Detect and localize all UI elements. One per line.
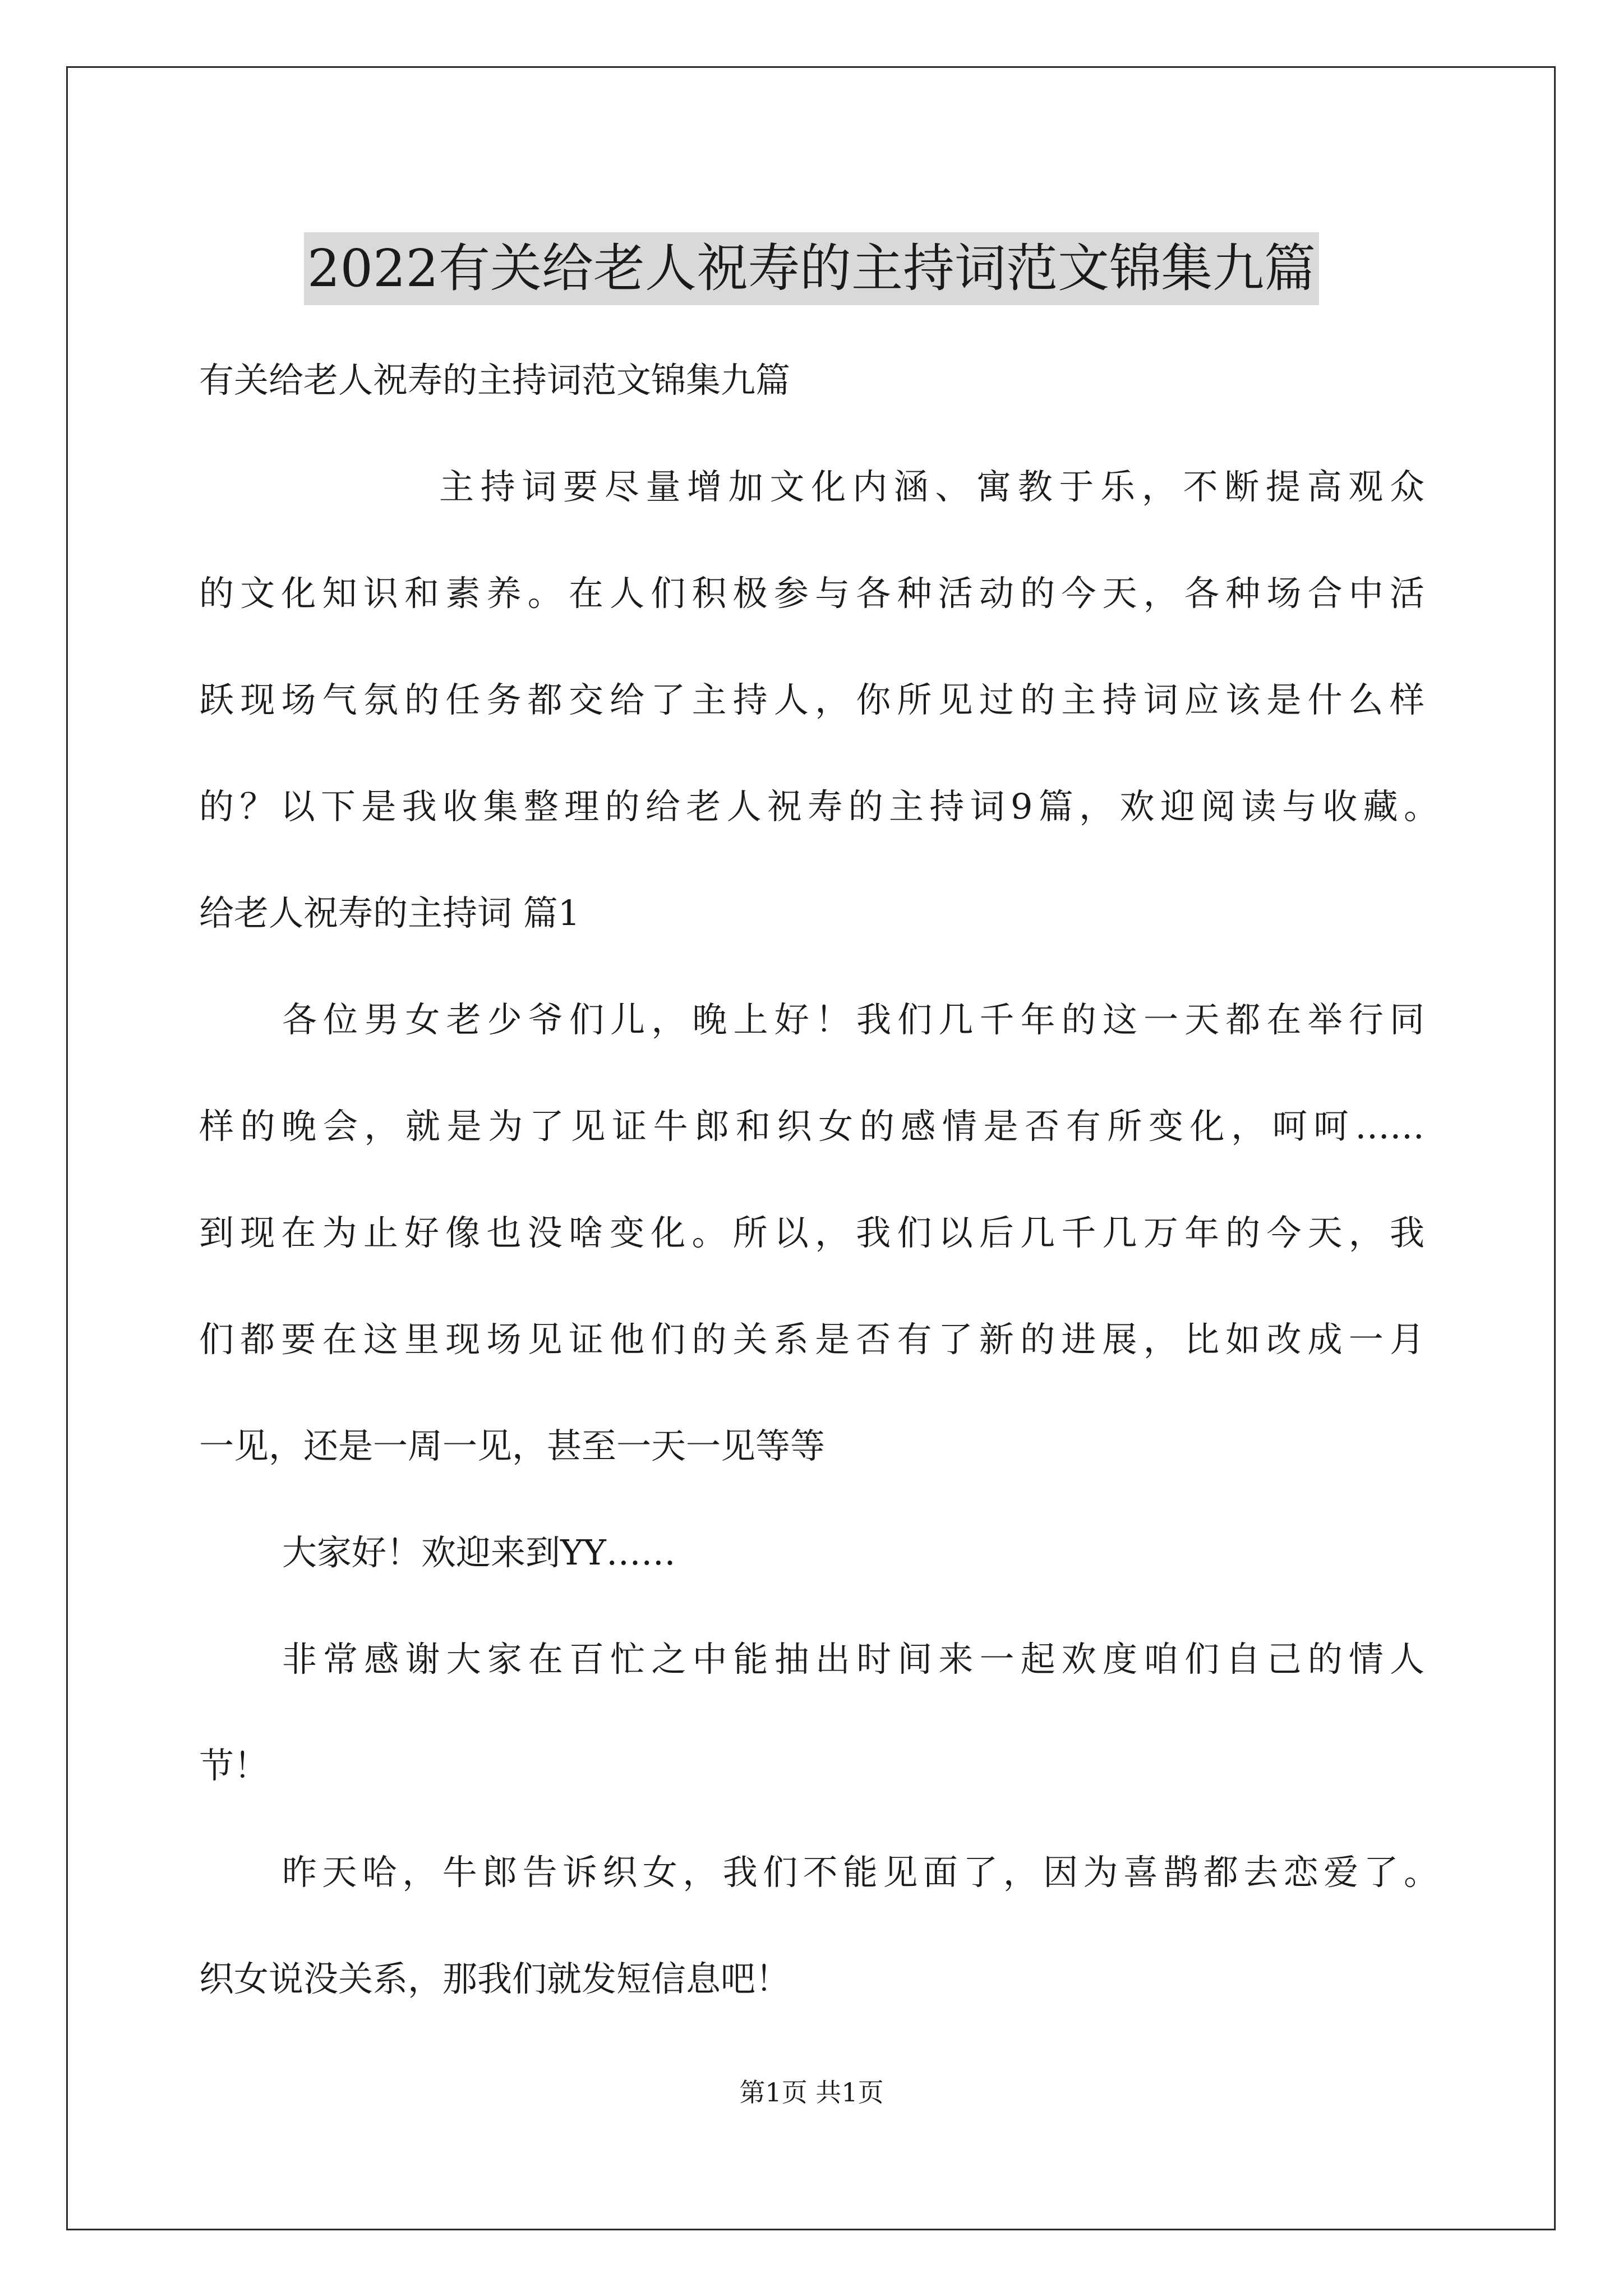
paragraph-line: 大家好！欢迎来到YY…… xyxy=(282,1532,676,1573)
paragraph-line: 跃现场气氛的任务都交给了主持人，你所见过的主持词应该是什么样 xyxy=(199,679,1424,720)
subtitle-line: 有关给老人祝寿的主持词范文锦集九篇 xyxy=(199,360,791,401)
paragraph-line: 织女说没关系，那我们就发短信息吧！ xyxy=(199,1958,791,1999)
paragraph-line: 到现在为止好像也没啥变化。所以，我们以后几千几万年的今天，我 xyxy=(199,1212,1424,1253)
document-title: 2022有关给老人祝寿的主持词范文锦集九篇 xyxy=(304,232,1319,305)
paragraph-line: 们都要在这里现场见证他们的关系是否有了新的进展，比如改成一月 xyxy=(199,1319,1424,1360)
paragraph-line: 一见，还是一周一见，甚至一天一见等等 xyxy=(199,1425,826,1466)
paragraph-line: 节！ xyxy=(199,1745,269,1786)
title-container xyxy=(0,197,1623,339)
paragraph-line: 昨天哈，牛郎告诉织女，我们不能见面了，因为喜鹊都去恋爱了。 xyxy=(282,1852,1438,1893)
paragraph-line: 各位男女老少爷们儿，晚上好！我们几千年的这一天都在举行同 xyxy=(282,999,1424,1040)
section-heading: 给老人祝寿的主持词 篇1 xyxy=(199,892,580,933)
paragraph-line: 主持词要尽量增加文化内涵、寓教于乐，不断提高观众 xyxy=(439,466,1424,507)
paragraph-line: 样的晚会，就是为了见证牛郎和织女的感情是否有所变化，呵呵…… xyxy=(199,1106,1424,1147)
paragraph-line: 的文化知识和素养。在人们积极参与各种活动的今天，各种场合中活 xyxy=(199,573,1424,614)
paragraph-line: 的？以下是我收集整理的给老人祝寿的主持词9篇，欢迎阅读与收藏。 xyxy=(199,786,1438,827)
paragraph-line: 非常感谢大家在百忙之中能抽出时间来一起欢度咱们自己的情人 xyxy=(282,1639,1424,1680)
page-footer: 第1页 共1页 xyxy=(739,2077,884,2108)
